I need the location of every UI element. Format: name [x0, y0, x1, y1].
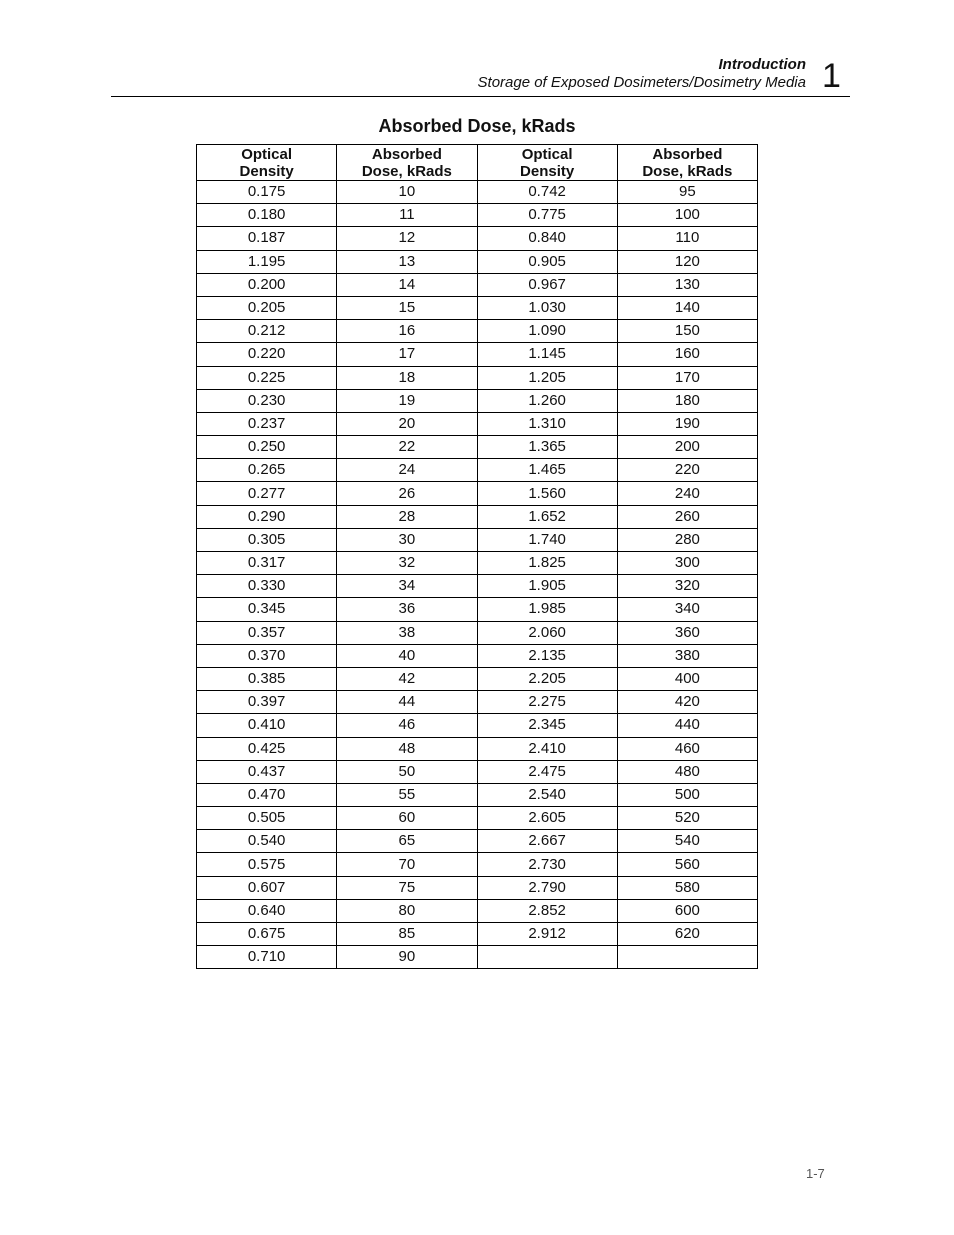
absorbed-dose-cell: 95 — [617, 181, 757, 204]
table-row — [197, 667, 758, 690]
column-header-optical-density-2 — [477, 145, 617, 181]
absorbed-dose-cell: 540 — [617, 830, 757, 853]
absorbed-dose-cell: 220 — [617, 459, 757, 482]
absorbed-dose-cell: 50 — [337, 760, 477, 783]
table-row — [197, 691, 758, 714]
absorbed-dose-cell: 280 — [617, 528, 757, 551]
absorbed-dose-cell: 140 — [617, 296, 757, 319]
optical-density-cell: 2.605 — [477, 807, 617, 830]
optical-density-cell: 0.505 — [197, 807, 337, 830]
table-row — [197, 714, 758, 737]
column-header-line: Density — [520, 162, 575, 180]
absorbed-dose-cell: 150 — [617, 320, 757, 343]
optical-density-cell: 0.205 — [197, 296, 337, 319]
table-header-row — [197, 145, 758, 181]
absorbed-dose-cell: 480 — [617, 760, 757, 783]
absorbed-dose-cell: 65 — [337, 830, 477, 853]
absorbed-dose-cell: 120 — [617, 250, 757, 273]
optical-density-cell: 2.475 — [477, 760, 617, 783]
absorbed-dose-cell: 340 — [617, 598, 757, 621]
absorbed-dose-cell: 80 — [337, 899, 477, 922]
optical-density-cell: 1.205 — [477, 366, 617, 389]
optical-density-cell: 0.397 — [197, 691, 337, 714]
absorbed-dose-cell: 100 — [617, 204, 757, 227]
absorbed-dose-cell: 380 — [617, 644, 757, 667]
header-section-title: Introduction — [718, 56, 806, 73]
table-row — [197, 876, 758, 899]
table-row — [197, 343, 758, 366]
absorbed-dose-cell: 620 — [617, 923, 757, 946]
absorbed-dose-cell: 38 — [337, 621, 477, 644]
optical-density-cell: 0.742 — [477, 181, 617, 204]
table-row — [197, 227, 758, 250]
optical-density-cell: 0.225 — [197, 366, 337, 389]
table-row — [197, 459, 758, 482]
optical-density-cell: 2.852 — [477, 899, 617, 922]
table-row — [197, 946, 758, 969]
optical-density-cell: 2.790 — [477, 876, 617, 899]
absorbed-dose-cell: 200 — [617, 436, 757, 459]
absorbed-dose-cell: 48 — [337, 737, 477, 760]
optical-density-cell: 0.575 — [197, 853, 337, 876]
optical-density-cell: 0.200 — [197, 273, 337, 296]
optical-density-cell: 1.560 — [477, 482, 617, 505]
absorbed-dose-cell: 28 — [337, 505, 477, 528]
absorbed-dose-cell: 300 — [617, 552, 757, 575]
optical-density-cell — [477, 946, 617, 969]
column-header-absorbed-dose-2 — [617, 145, 757, 181]
optical-density-cell: 2.667 — [477, 830, 617, 853]
absorbed-dose-cell: 32 — [337, 552, 477, 575]
table-row — [197, 783, 758, 806]
optical-density-cell: 0.640 — [197, 899, 337, 922]
running-header — [478, 56, 806, 92]
table-row — [197, 181, 758, 204]
absorbed-dose-cell: 17 — [337, 343, 477, 366]
optical-density-cell: 0.370 — [197, 644, 337, 667]
optical-density-cell: 2.410 — [477, 737, 617, 760]
absorbed-dose-cell: 190 — [617, 412, 757, 435]
optical-density-cell: 0.425 — [197, 737, 337, 760]
absorbed-dose-cell: 42 — [337, 667, 477, 690]
absorbed-dose-cell: 240 — [617, 482, 757, 505]
table-row — [197, 273, 758, 296]
absorbed-dose-cell: 60 — [337, 807, 477, 830]
table-row — [197, 250, 758, 273]
optical-density-cell: 0.237 — [197, 412, 337, 435]
optical-density-cell: 0.180 — [197, 204, 337, 227]
absorbed-dose-cell: 40 — [337, 644, 477, 667]
optical-density-cell: 1.365 — [477, 436, 617, 459]
optical-density-cell: 2.730 — [477, 853, 617, 876]
optical-density-cell: 0.250 — [197, 436, 337, 459]
absorbed-dose-cell: 460 — [617, 737, 757, 760]
table-row — [197, 598, 758, 621]
optical-density-cell: 0.905 — [477, 250, 617, 273]
optical-density-cell: 0.470 — [197, 783, 337, 806]
absorbed-dose-cell: 18 — [337, 366, 477, 389]
absorbed-dose-cell: 13 — [337, 250, 477, 273]
column-header-absorbed-dose-1 — [337, 145, 477, 181]
absorbed-dose-cell: 16 — [337, 320, 477, 343]
column-header-line: Dose, kRads — [642, 162, 733, 180]
table-row — [197, 482, 758, 505]
optical-density-cell: 0.212 — [197, 320, 337, 343]
optical-density-cell: 1.740 — [477, 528, 617, 551]
optical-density-cell: 0.305 — [197, 528, 337, 551]
table-row — [197, 575, 758, 598]
table-body — [197, 181, 758, 969]
optical-density-cell: 0.967 — [477, 273, 617, 296]
table-row — [197, 296, 758, 319]
header-subsection-title: Storage of Exposed Dosimeters/Dosimetry Media — [477, 74, 806, 91]
optical-density-cell: 0.540 — [197, 830, 337, 853]
absorbed-dose-cell: 10 — [337, 181, 477, 204]
table-row — [197, 807, 758, 830]
column-header-line: Density — [239, 162, 294, 180]
optical-density-cell: 0.710 — [197, 946, 337, 969]
absorbed-dose-cell: 170 — [617, 366, 757, 389]
optical-density-cell: 2.135 — [477, 644, 617, 667]
table-row — [197, 621, 758, 644]
optical-density-cell: 0.230 — [197, 389, 337, 412]
absorbed-dose-cell: 26 — [337, 482, 477, 505]
optical-density-cell: 0.175 — [197, 181, 337, 204]
absorbed-dose-cell: 360 — [617, 621, 757, 644]
absorbed-dose-cell: 85 — [337, 923, 477, 946]
optical-density-cell: 2.345 — [477, 714, 617, 737]
optical-density-cell: 0.437 — [197, 760, 337, 783]
table-row — [197, 412, 758, 435]
table-row — [197, 760, 758, 783]
absorbed-dose-cell: 12 — [337, 227, 477, 250]
table-row — [197, 923, 758, 946]
absorbed-dose-cell: 11 — [337, 204, 477, 227]
absorbed-dose-cell: 55 — [337, 783, 477, 806]
table-row — [197, 204, 758, 227]
optical-density-cell: 1.030 — [477, 296, 617, 319]
optical-density-cell: 2.205 — [477, 667, 617, 690]
optical-density-cell: 1.905 — [477, 575, 617, 598]
absorbed-dose-cell: 36 — [337, 598, 477, 621]
optical-density-cell: 1.145 — [477, 343, 617, 366]
absorbed-dose-cell: 440 — [617, 714, 757, 737]
chapter-number: 1 — [822, 57, 841, 95]
table-row — [197, 899, 758, 922]
optical-density-cell: 0.345 — [197, 598, 337, 621]
optical-density-cell: 0.277 — [197, 482, 337, 505]
optical-density-cell: 1.090 — [477, 320, 617, 343]
table-row — [197, 737, 758, 760]
optical-density-cell: 0.265 — [197, 459, 337, 482]
optical-density-cell: 0.330 — [197, 575, 337, 598]
absorbed-dose-cell: 420 — [617, 691, 757, 714]
optical-density-cell: 0.675 — [197, 923, 337, 946]
table-row — [197, 644, 758, 667]
absorbed-dose-cell: 20 — [337, 412, 477, 435]
absorbed-dose-cell: 30 — [337, 528, 477, 551]
absorbed-dose-cell: 180 — [617, 389, 757, 412]
optical-density-cell: 1.985 — [477, 598, 617, 621]
optical-density-cell: 0.410 — [197, 714, 337, 737]
table-row — [197, 320, 758, 343]
optical-density-cell: 0.385 — [197, 667, 337, 690]
header-rule — [111, 96, 850, 97]
column-header-line: Absorbed — [371, 145, 442, 163]
absorbed-dose-cell — [617, 946, 757, 969]
absorbed-dose-table — [196, 144, 758, 969]
optical-density-cell: 0.775 — [477, 204, 617, 227]
absorbed-dose-cell: 70 — [337, 853, 477, 876]
column-header-optical-density-1 — [197, 145, 337, 181]
optical-density-cell: 2.912 — [477, 923, 617, 946]
absorbed-dose-cell: 46 — [337, 714, 477, 737]
optical-density-cell: 1.652 — [477, 505, 617, 528]
absorbed-dose-cell: 90 — [337, 946, 477, 969]
column-header-line: Dose, kRads — [361, 162, 452, 180]
table-row — [197, 389, 758, 412]
optical-density-cell: 1.260 — [477, 389, 617, 412]
absorbed-dose-cell: 160 — [617, 343, 757, 366]
absorbed-dose-cell: 75 — [337, 876, 477, 899]
absorbed-dose-cell: 560 — [617, 853, 757, 876]
optical-density-cell: 2.060 — [477, 621, 617, 644]
optical-density-cell: 0.290 — [197, 505, 337, 528]
absorbed-dose-cell: 24 — [337, 459, 477, 482]
absorbed-dose-cell: 130 — [617, 273, 757, 296]
optical-density-cell: 1.825 — [477, 552, 617, 575]
column-header-line: Optical — [521, 145, 573, 163]
absorbed-dose-cell: 580 — [617, 876, 757, 899]
absorbed-dose-cell: 34 — [337, 575, 477, 598]
optical-density-cell: 0.220 — [197, 343, 337, 366]
absorbed-dose-cell: 320 — [617, 575, 757, 598]
optical-density-cell: 0.357 — [197, 621, 337, 644]
optical-density-cell: 1.465 — [477, 459, 617, 482]
absorbed-dose-cell: 260 — [617, 505, 757, 528]
table-row — [197, 528, 758, 551]
table-row — [197, 552, 758, 575]
page-number: 1-7 — [806, 1166, 825, 1181]
table-row — [197, 830, 758, 853]
absorbed-dose-cell: 520 — [617, 807, 757, 830]
absorbed-dose-cell: 22 — [337, 436, 477, 459]
optical-density-cell: 1.195 — [197, 250, 337, 273]
absorbed-dose-cell: 400 — [617, 667, 757, 690]
table-row — [197, 505, 758, 528]
absorbed-dose-cell: 19 — [337, 389, 477, 412]
absorbed-dose-cell: 500 — [617, 783, 757, 806]
absorbed-dose-cell: 15 — [337, 296, 477, 319]
table-title: Absorbed Dose, kRads — [378, 116, 576, 136]
optical-density-cell: 1.310 — [477, 412, 617, 435]
optical-density-cell: 2.275 — [477, 691, 617, 714]
optical-density-cell: 0.840 — [477, 227, 617, 250]
absorbed-dose-cell: 44 — [337, 691, 477, 714]
optical-density-cell: 0.317 — [197, 552, 337, 575]
table-row — [197, 436, 758, 459]
optical-density-cell: 2.540 — [477, 783, 617, 806]
optical-density-cell: 0.187 — [197, 227, 337, 250]
column-header-line: Optical — [241, 145, 293, 163]
absorbed-dose-cell: 110 — [617, 227, 757, 250]
optical-density-cell: 0.607 — [197, 876, 337, 899]
absorbed-dose-cell: 14 — [337, 273, 477, 296]
table-row — [197, 366, 758, 389]
table-row — [197, 853, 758, 876]
column-header-line: Absorbed — [652, 145, 723, 163]
absorbed-dose-cell: 600 — [617, 899, 757, 922]
